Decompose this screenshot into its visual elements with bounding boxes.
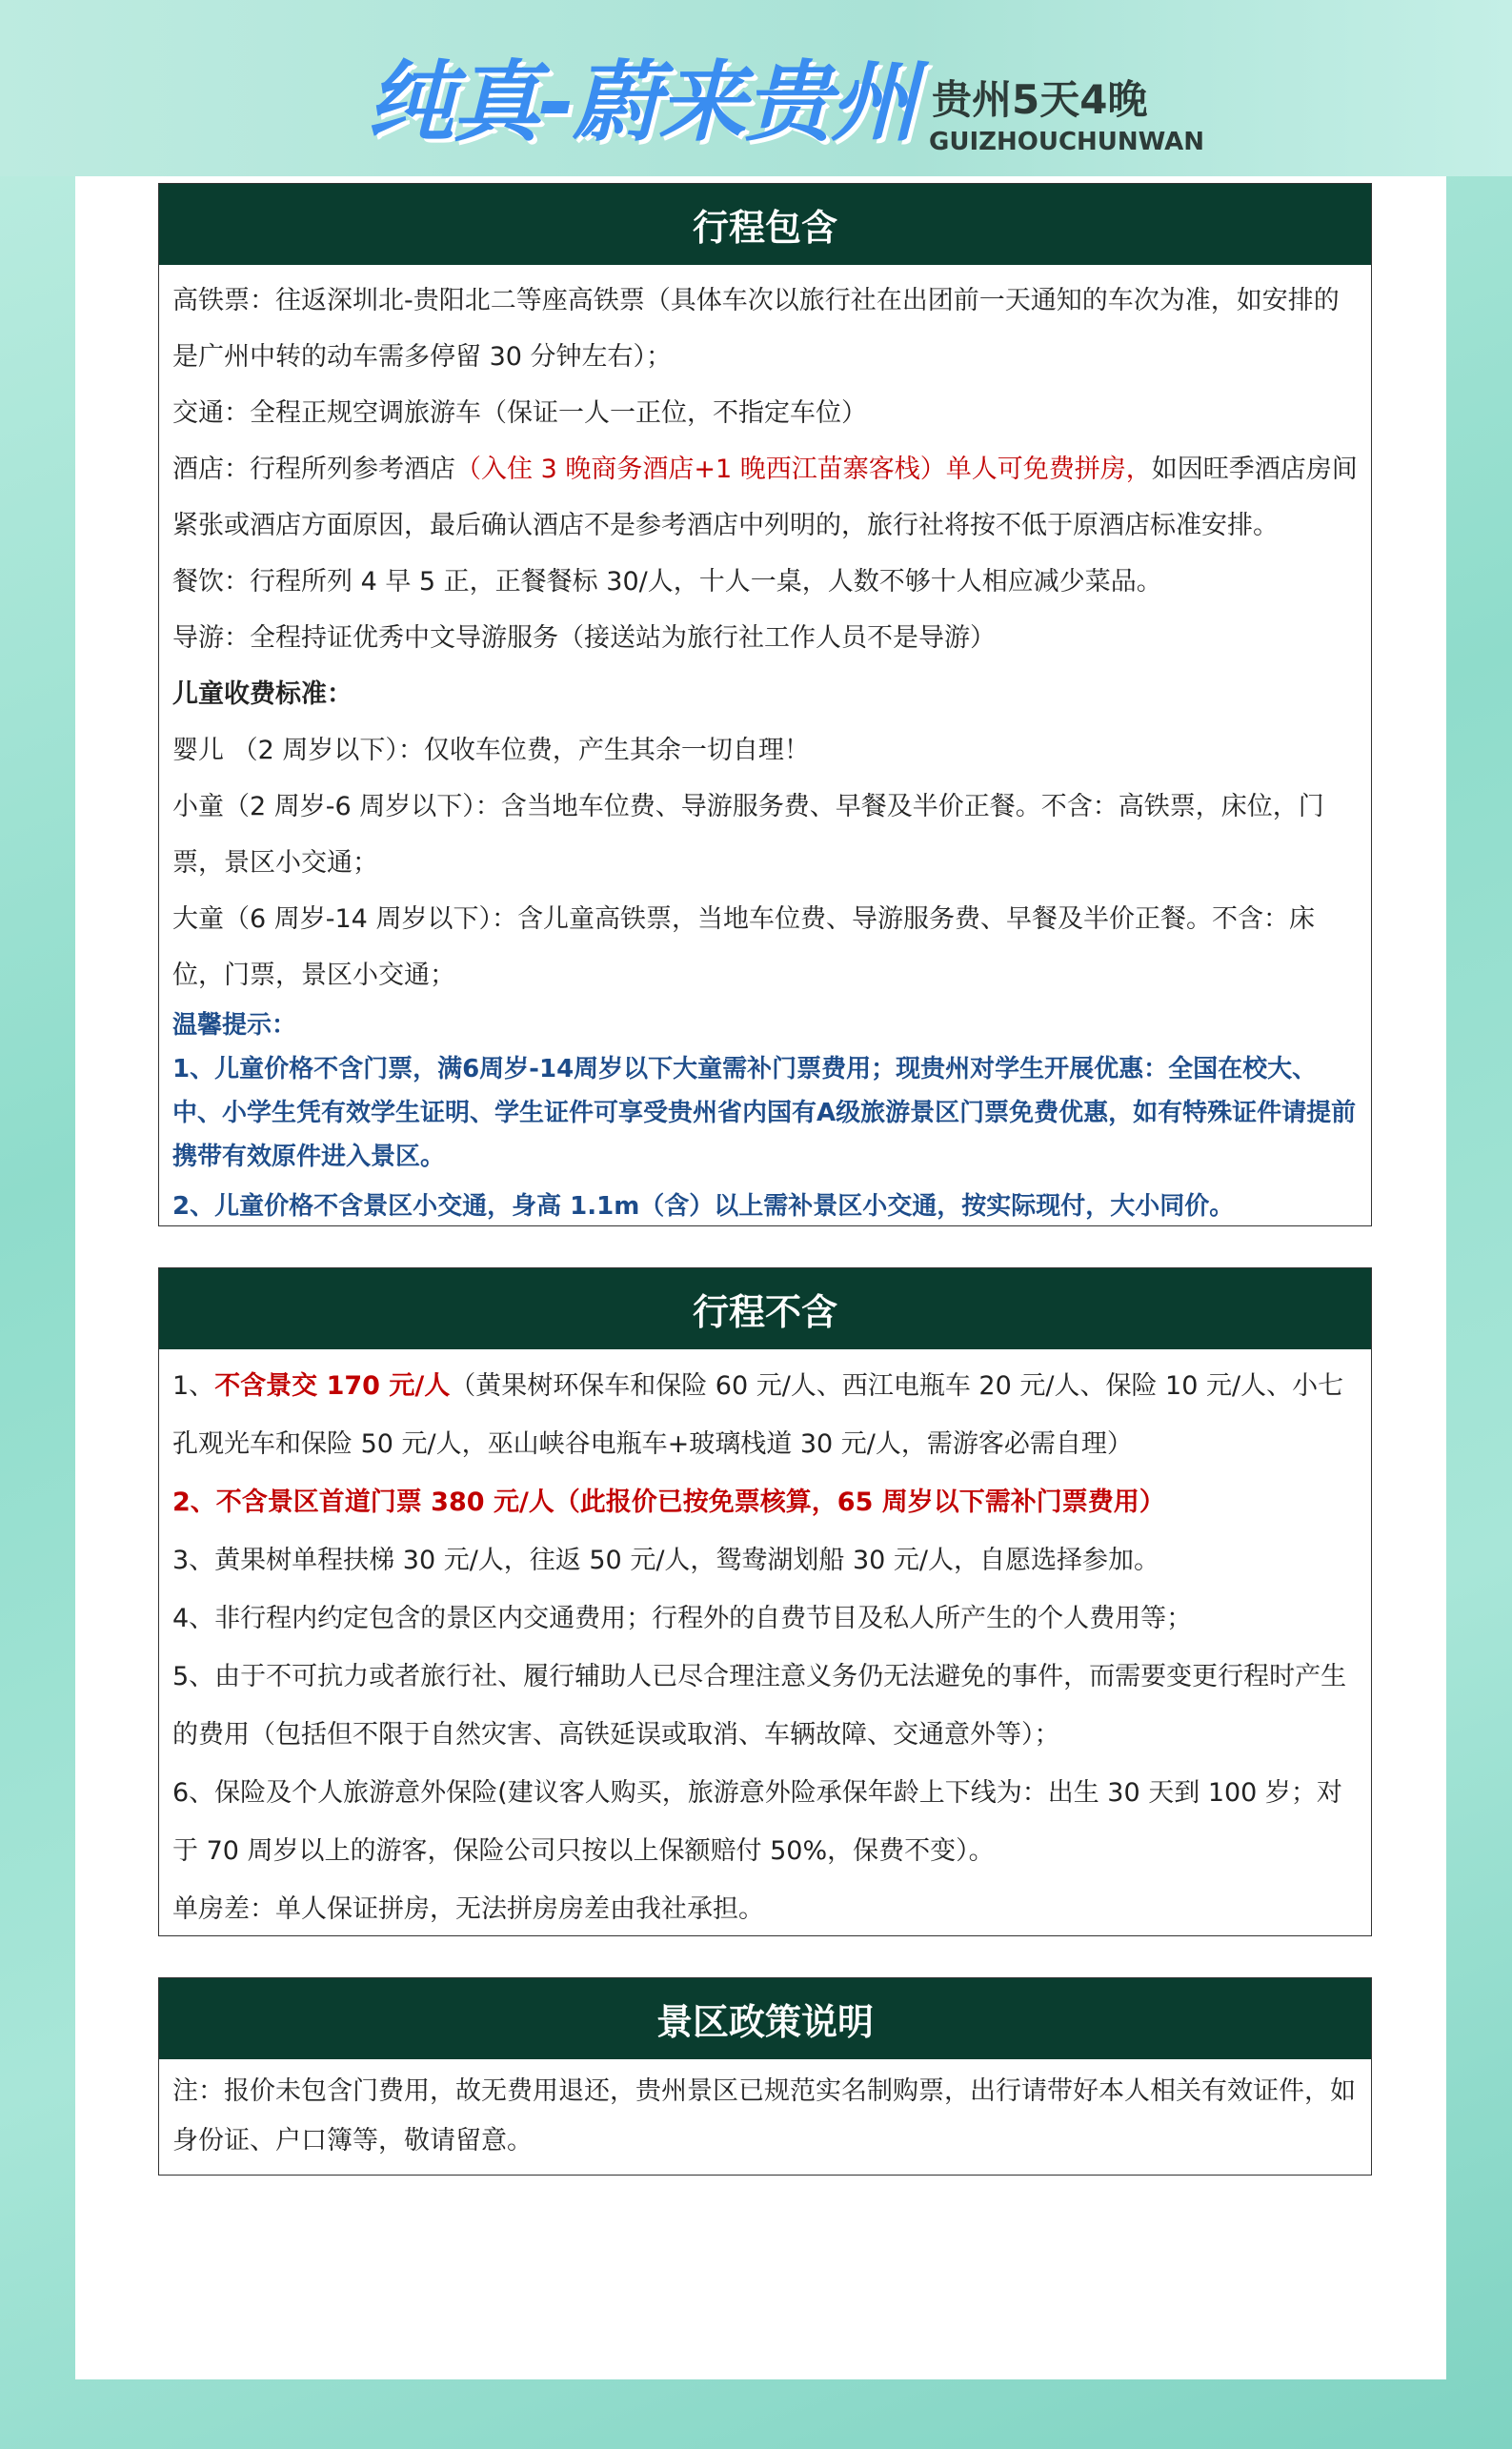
train-info: 高铁票：往返深圳北-贵阳北二等座高铁票（具体车次以旅行社在出团前一天通知的车次为准，如安排的是广州中转的动车需多停留 30 分钟左右）； [172,286,1340,372]
hotel-info [172,441,1358,554]
hotel-text: 酒店：行程所列参考酒店 [172,455,455,484]
child-title: 儿童收费标准： [172,679,353,709]
hotel-text-rest: 如因旺季酒店房间紧张或酒店方面原因，最后确认酒店不是参考酒店中列明的，旅行社将按不低于原酒店标准安排。 [172,455,1358,540]
page-subtitle-en: GUIZHOUCHUNWAN [929,128,1205,156]
section-title: 景区政策说明 [159,1978,1371,2059]
header-banner [0,0,1512,176]
meals-info: 餐饮：行程所列 4 早 5 正，正餐餐标 30/人，十人一桌，人数不够十人相应减少菜品。 [172,567,1162,597]
tip-1: 1、儿童价格不含门票，满6周岁-14周岁以下大童需补门票费用；现贵州对学生开展优惠：全国在校大、中、小学生凭有效学生证明、学生证件可享受贵州省内国有A级旅游景区门票免费优惠，如有特殊证件请提前携带有效原件进入景区。 [172,1055,1357,1171]
excluded-item-2: 2、不含景区首道门票 380 元/人（此报价已按免票核算，65 周岁以下需补门票费用） [172,1488,1165,1517]
big-child-info: 大童（6 周岁-14 周岁以下）：含儿童高铁票，当地车位费、导游服务费、早餐及半价正餐。不含：床位，门票，景区小交通； [172,904,1315,990]
policy-text: 注：报价未包含门费用，故无费用退还，贵州景区已规范实名制购票，出行请带好本人相关有效证件，如身份证、户口簿等，敬请留意。 [172,2076,1356,2156]
policy-section [158,1977,1372,2176]
hotel-highlight: （入住 3 晚商务酒店+1 晚西江苗寨客栈）单人可免费拼房， [455,455,1152,484]
item-text: （黄果树环保车和保险 60 元/人、西江电瓶车 20 元/人、保险 10 元/人、小七孔观光车和保险 50 元/人，巫山峡谷电瓶车+玻璃栈道 30 元/人，需游客必需自理） [172,1371,1344,1459]
small-child-info: 小童（2 周岁-6 周岁以下）：含当地车位费、导游服务费、早餐及半价正餐。不含：高铁票，床位，门票，景区小交通； [172,792,1324,878]
section-title: 行程不含 [159,1268,1371,1349]
excluded-item-6: 6、保险及个人旅游意外保险(建议客人购买，旅游意外险承保年龄上下线为：出生 30 天到 100 岁；对于 70 周岁以上的游客，保险公司只按以上保额赔付 50%，保费不变）。 [172,1778,1342,1866]
item-highlight: 不含景交 170 元/人 [214,1371,451,1401]
excluded-item-1 [172,1357,1358,1473]
transport-info: 交通：全程正规空调旅游车（保证一人一正位，不指定车位） [172,398,867,428]
infant-info: 婴儿 （2 周岁以下）：仅收车位费，产生其余一切自理！ [172,736,810,765]
excluded-item-3: 3、黄果树单程扶梯 30 元/人，往返 50 元/人，鸳鸯湖划船 30 元/人，自愿选择参加。 [172,1546,1160,1575]
tip-2: 2、儿童价格不含景区小交通，身高 1.1m（含）以上需补景区小交通，按实际现付，大小同价。 [172,1192,1235,1221]
excluded-item-5: 5、由于不可抗力或者旅行社、履行辅助人已尽合理注意义务仍无法避免的事件，而需要变更行程时产生的费用（包括但不限于自然灾害、高铁延误或取消、车辆故障、交通意外等）； [172,1662,1347,1750]
tips-title: 温馨提示： [172,1011,297,1040]
page-subtitle: 贵州5天4晚 [932,76,1148,123]
item-prefix: 1、 [172,1371,215,1401]
excluded-section [158,1267,1372,1936]
guide-info: 导游：全程持证优秀中文导游服务（接送站为旅行社工作人员不是导游） [172,623,996,653]
single-room-info: 单房差：单人保证拼房，无法拼房房差由我社承担。 [172,1894,764,1924]
excluded-item-4: 4、非行程内约定包含的景区内交通费用；行程外的自费节目及私人所产生的个人费用等； [172,1604,1193,1633]
included-section [158,183,1372,1226]
section-title: 行程包含 [159,184,1371,265]
page-title: 纯真-蔚来贵州 [367,51,917,153]
